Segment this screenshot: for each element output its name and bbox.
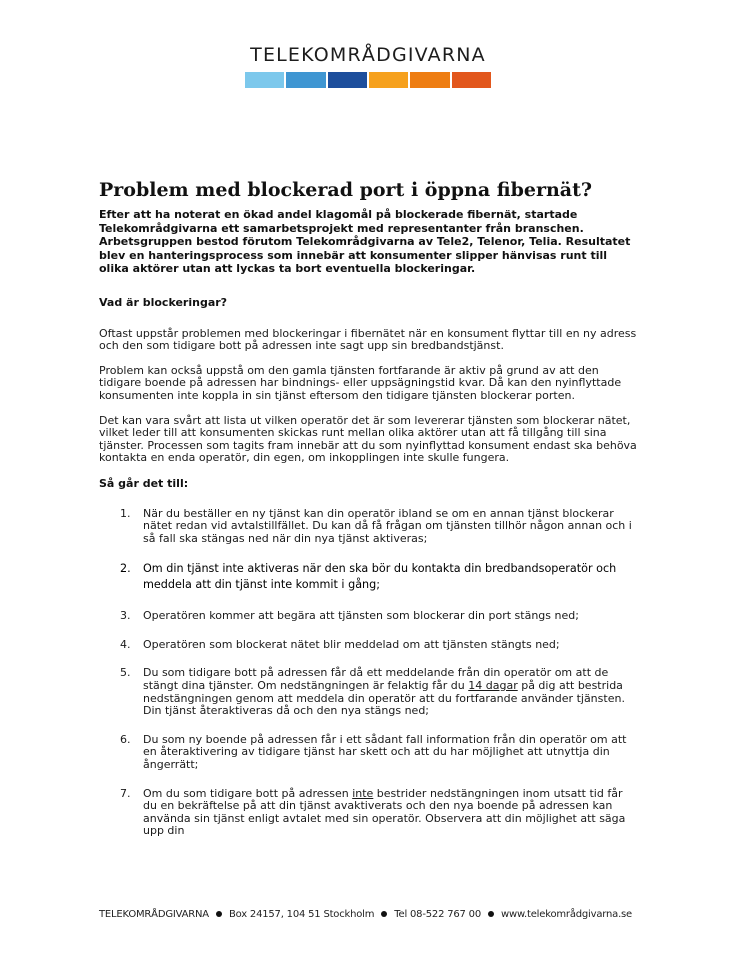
footer-address: Box 24157, 104 51 Stockholm bbox=[228, 909, 375, 920]
list-item bbox=[99, 610, 639, 623]
document-body bbox=[99, 178, 639, 854]
list-item-number: 5. bbox=[120, 666, 131, 680]
bullet-icon bbox=[381, 911, 387, 917]
list-item-text: Om din tjänst inte aktiveras när den ska bör du kontakta din bredbandsoperatör och meddela att din tjänst inte kommit i gång; bbox=[143, 562, 617, 592]
list-item-number: 4. bbox=[120, 637, 131, 651]
list-item-text: När du beställer en ny tjänst kan din operatör ibland se om en annan tjänst blockerar nätet redan vid avtalstillfället. Du kan då få frågan om tjänsten tillhör någon annan och i så fall ska stängas ned när din nya tjänst aktiveras; bbox=[143, 506, 632, 545]
list-item-text: Operatören som blockerat nätet blir meddelad om att tjänsten stängts ned; bbox=[143, 637, 560, 651]
section-heading-steps: Så går det till: bbox=[99, 476, 189, 490]
logo-bar bbox=[452, 72, 491, 88]
list-item bbox=[99, 561, 639, 593]
logo-bar bbox=[328, 72, 367, 88]
logo-bar bbox=[286, 72, 325, 88]
list-item-number: 6. bbox=[120, 732, 131, 746]
list-item-text: Operatören kommer att begära att tjänsten som blockerar din port stängs ned; bbox=[143, 609, 579, 623]
list-item-number: 7. bbox=[120, 786, 131, 800]
logo-bar bbox=[369, 72, 408, 88]
list-item-number: 2. bbox=[120, 562, 131, 576]
bullet-icon bbox=[216, 911, 222, 917]
logo-color-bars bbox=[245, 72, 491, 88]
list-item bbox=[99, 639, 639, 652]
logo bbox=[245, 44, 491, 88]
intro-paragraph: Efter att ha noterat en ökad andel klagomål på blockerade fibernät, startade Telekområdgivarna ett samarbetsprojekt med representanter från branschen. Arbetsgruppen bestod förutom Telekområdgivarna av Tele2, Telenor, Telia. Resultatet blev en hanteringsprocess som innebär att konsumenter slipper hänvisas runt till olika aktörer utan att lyckas ta bort eventuella blockeringar. bbox=[99, 208, 631, 276]
list-item bbox=[99, 734, 639, 772]
body-paragraph: Det kan vara svårt att lista ut vilken operatör det är som levererar tjänsten som blockerar nätet, vilket leder till att konsumenten skickas runt mellan olika aktörer utan att få tillgång till sina tjänster. Processen som tagits fram innebär att du som nyinflyttad konsument endast ska behöva kontakta en enda operatör, din egen, om inkopplingen inte skulle fungera. bbox=[99, 413, 637, 465]
text-run: Du som tidigare bott på adressen får då ett meddelande från din operatör om att de stängt dina tjänster. Om nedstängningen är felaktig får du bbox=[143, 666, 609, 693]
body-paragraph: Problem kan också uppstå om den gamla tjänsten fortfarande är aktiv på grund av att den tidigare boende på adressen har bindnings- eller uppsägningstid kvar. Då kan den nyinflyttade konsumenten inte koppla in sin tjänst eftersom den tidigare tjänsten blockerar porten. bbox=[99, 363, 622, 402]
underlined-text: 14 dagar bbox=[468, 679, 518, 693]
list-item bbox=[99, 508, 639, 546]
bullet-icon bbox=[488, 911, 494, 917]
footer-website[interactable]: www.telekområdgivarna.se bbox=[501, 909, 633, 920]
list-item-text bbox=[143, 666, 625, 717]
footer-phone: Tel 08-522 767 00 bbox=[394, 909, 482, 920]
logo-text: TELEKOMRÅDGIVARNA bbox=[250, 44, 486, 66]
list-item-text bbox=[143, 787, 625, 838]
body-paragraph: Oftast uppstår problemen med blockeringar i fibernätet när en konsument flyttar till en ny adress och den som tidigare bott på adressen inte sagt upp sin bredbandstjänst. bbox=[99, 326, 637, 353]
list-item bbox=[99, 667, 639, 717]
footer-org: TELEKOMRÅDGIVARNA bbox=[99, 909, 209, 920]
logo-bar bbox=[245, 72, 284, 88]
list-item bbox=[99, 788, 639, 838]
steps-list bbox=[99, 508, 639, 839]
logo-bar bbox=[410, 72, 449, 88]
text-run: bestrider nedstängningen inom utsatt tid får du en bekräftelse på att din tjänst avaktiverats och den nya boende på adressen kan använda sin tjänst enligt avtalet med sin operatör. Observera att din möjlighet att säga upp din bbox=[143, 786, 626, 838]
text-run: på dig att bestrida nedstängningen genom att meddela din operatör att du fortfarande använder tjänsten. Din tjänst återaktiveras då och den nya stängs ned; bbox=[143, 679, 625, 718]
underlined-text: inte bbox=[352, 786, 374, 800]
list-item-text: Du som ny boende på adressen får i ett sådant fall information från din operatör om att en återaktivering av tidigare tjänst har skett och att du har möjlighet att utnyttja din ångerrätt; bbox=[143, 732, 627, 772]
text-run: Om du som tidigare bott på adressen bbox=[143, 786, 353, 800]
page-title: Problem med blockerad port i öppna fibernät? bbox=[99, 179, 592, 201]
page-footer bbox=[99, 909, 659, 920]
section-heading-blockeringar: Vad är blockeringar? bbox=[99, 295, 228, 309]
list-item-number: 3. bbox=[120, 609, 131, 623]
list-item-number: 1. bbox=[120, 506, 131, 520]
